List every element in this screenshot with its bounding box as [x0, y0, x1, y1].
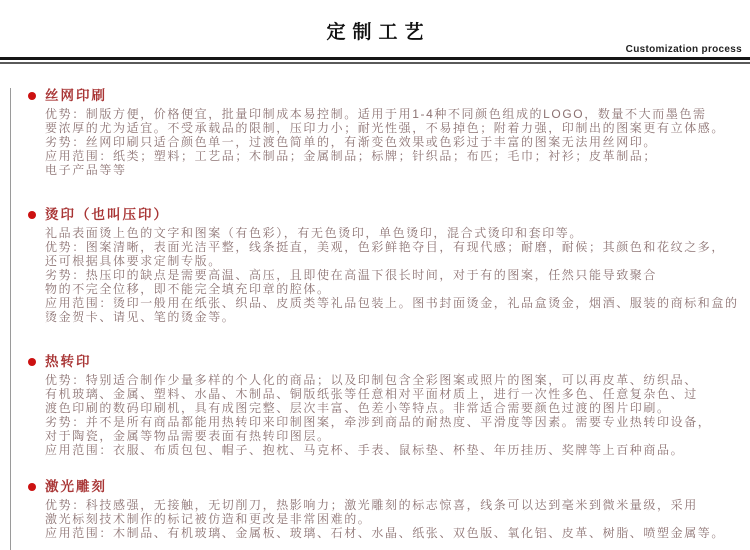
section-text-line: 礼品表面烫上色的文字和图案（有色彩），有无色烫印，单色烫印，混合式烫印和套印等。 — [45, 226, 584, 240]
page-title: 定制工艺 — [326, 22, 431, 43]
section-text-line: 劣势：丝网印刷只适合颜色单一，过渡色简单的，有渐变色效果或色彩过于丰富的图案无法用丝网印。 — [45, 135, 658, 149]
content-area — [0, 88, 750, 540]
bullet-icon — [28, 483, 36, 491]
section-text-line: 优势：图案清晰，表面光洁平整，线条挺直，美观，色彩鲜艳夺目，有现代感；耐磨，耐候；其颜色和花纹之多， — [45, 240, 726, 254]
section-body — [45, 373, 750, 457]
section-text-line: 还可根据具体要求定制专版。 — [45, 254, 222, 268]
section-hot-stamping — [28, 207, 750, 324]
bullet-icon — [28, 92, 36, 100]
section-title: 丝网印刷 — [45, 88, 107, 103]
section-laser-engraving — [28, 479, 750, 540]
section-text-line: 应用范围：烫印一般用在纸张、织品、皮质类等礼品包装上。图书封面烫金，礼品盒烫金，烟酒、服装的商标和盒的 — [45, 296, 739, 310]
section-text-line: 渡色印刷的数码印刷机，具有成图完整、层次丰富、色差小等特点。非常适合需要颜色过渡的图片印刷。 — [45, 401, 671, 415]
section-silk-screen-printing — [28, 88, 750, 177]
section-header — [28, 354, 750, 370]
section-text-line: 对于陶瓷，金属等物品需要表面有热转印图层。 — [45, 429, 331, 443]
bullet-icon — [28, 211, 36, 219]
section-text-line: 应用范围：纸类；塑料；工艺品；木制品；金属制品；标牌；针织品；布匹；毛巾；衬衫；皮革制品； — [45, 149, 658, 163]
section-heat-transfer-printing — [28, 354, 750, 457]
header-divider — [0, 57, 750, 64]
page-header — [0, 0, 750, 56]
section-text-line: 激光标刻技术制作的标记被仿造和更改是非常困难的。 — [45, 512, 372, 526]
section-body — [45, 498, 750, 540]
section-header — [28, 88, 750, 104]
section-title: 激光雕刻 — [45, 479, 107, 494]
left-border-line — [10, 88, 11, 550]
section-text-line: 应用范围：木制品、有机玻璃、金属板、玻璃、石材、水晶、纸张、双色版、氧化铝、皮革、树脂、喷塑金属等。 — [45, 526, 726, 540]
section-text-line: 电子产品等等 — [45, 163, 127, 177]
divider-thin-line — [0, 62, 750, 64]
section-title: 热转印 — [45, 354, 92, 369]
section-text-line: 要浓厚的尤为适宜。不受承载品的限制，压印力小；耐光性强，不易掉色；附着力强，印制出的图案更有立体感。 — [45, 121, 726, 135]
section-text-line: 物的不完全位移，即不能完全填充印章的腔体。 — [45, 282, 331, 296]
bullet-icon — [28, 358, 36, 366]
page-subtitle-en: Customization process — [625, 44, 742, 55]
section-body — [45, 107, 750, 177]
section-text-line: 应用范围：衣服、布质包包、帽子、抱枕、马克杯、手表、鼠标垫、杯垫、年历挂历、奖牌等上百种商品。 — [45, 443, 685, 457]
section-text-line: 优势：科技感强，无接触，无切削刀，热影响力；激光雕刻的标志惊喜，线条可以达到毫米到微米量级，采用 — [45, 498, 698, 512]
section-header — [28, 207, 750, 223]
section-text-line: 劣势：热压印的缺点是需要高温、高压，且即使在高温下很长时间，对于有的图案，任然只能导致聚合 — [45, 268, 658, 282]
section-text-line: 优势：制版方便，价格便宜，批量印制成本易控制。适用于用1-4种不同颜色组成的LOGO，数量不大而墨色需 — [45, 107, 707, 121]
section-body — [45, 226, 750, 324]
section-title: 烫印（也叫压印） — [45, 207, 169, 222]
divider-thick-line — [0, 57, 750, 60]
section-text-line: 劣势：并不是所有商品都能用热转印来印制图案，牵涉到商品的耐热度、平滑度等因素。需要专业热转印设备， — [45, 415, 712, 429]
section-text-line: 优势：特别适合制作少量多样的个人化的商品；以及印制包含全彩图案或照片的图案，可以再皮革、纺织品、 — [45, 373, 698, 387]
section-text-line: 烫金贺卡、请见、笔的烫金等。 — [45, 310, 236, 324]
section-text-line: 有机玻璃、金属、塑料、水晶、木制品、铜版纸张等任意相对平面材质上，进行一次性多色、任意复杂色、过 — [45, 387, 698, 401]
section-header — [28, 479, 750, 495]
